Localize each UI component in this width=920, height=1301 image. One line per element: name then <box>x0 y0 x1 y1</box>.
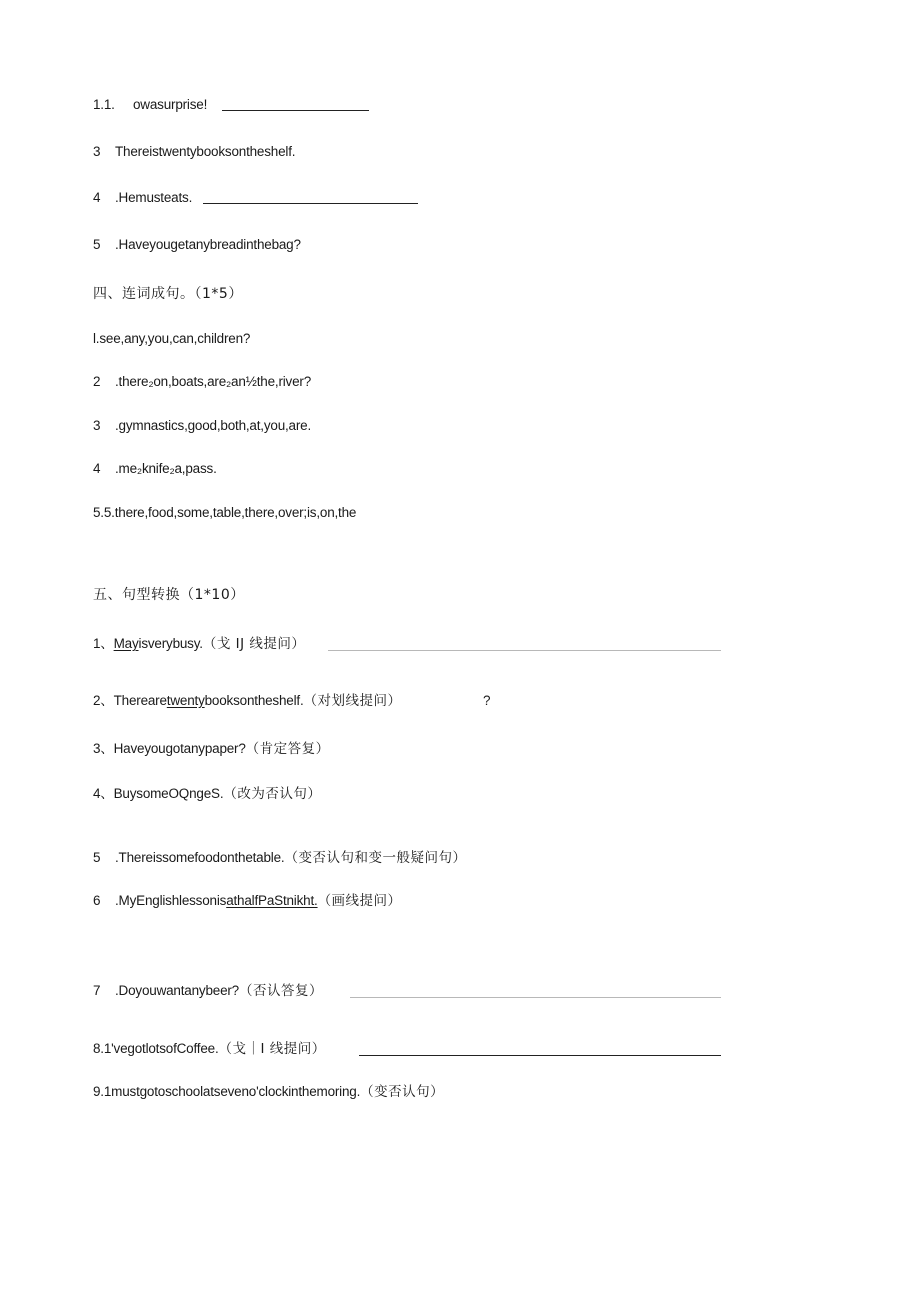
section-4-heading: 四、连词成句。（1*5） <box>93 286 243 302</box>
instruction-note: （改为否认句） <box>223 786 322 802</box>
item-prefix: 4、 <box>93 786 114 801</box>
item-text: isverybusy. <box>138 636 203 651</box>
instruction-note: （否认答复） <box>238 983 323 999</box>
instruction-note: （变否认句） <box>360 1084 445 1100</box>
item-3-5 <box>93 236 301 254</box>
item-number: 1.1. <box>93 97 115 112</box>
item-number: 3 <box>93 144 101 159</box>
item-text: .there₂on,boats,are₂an½the,river? <box>115 374 312 389</box>
item-text: Haveyougotanypaper? <box>113 741 246 756</box>
instruction-note: （对划线提问） <box>303 693 402 709</box>
item-4-2 <box>93 373 311 391</box>
item-text: owasurprise! <box>133 97 208 112</box>
item-text: 5.5.there,food,some,table,there,over;is,on,the <box>93 505 357 520</box>
item-4-5 <box>93 504 356 522</box>
section-5-heading: 五、句型转换（1*10） <box>93 587 245 603</box>
item-number: 4 <box>93 190 101 205</box>
instruction-note: （画线提问） <box>317 893 402 909</box>
answer-blank[interactable] <box>222 110 369 111</box>
item-number: 2 <box>93 374 101 389</box>
answer-blank[interactable] <box>203 203 418 204</box>
item-text: .Hemusteats. <box>115 190 193 205</box>
item-text: .Haveyougetanybreadinthebag? <box>115 237 301 252</box>
item-number: 5 <box>93 850 101 865</box>
item-text-pre: Thereare <box>113 693 167 708</box>
item-text: booksontheshelf. <box>204 693 304 708</box>
underlined-word: twenty <box>166 693 205 708</box>
item-4-1 <box>93 330 250 348</box>
item-5-5 <box>93 849 466 867</box>
item-3-3 <box>93 143 295 161</box>
item-prefix: 1、 <box>93 636 114 651</box>
item-text: 9.1mustgotoschoolatseveno'clockinthemoring. <box>93 1084 361 1099</box>
item-3-4 <box>93 189 192 207</box>
instruction-note: （戈 IJ 线提问） <box>202 636 306 652</box>
item-5-3 <box>93 740 330 758</box>
item-number: 3 <box>93 418 101 433</box>
instruction-note: （肯定答复） <box>245 741 330 757</box>
item-5-6 <box>93 892 402 910</box>
item-text-pre: .MyEnglishlessonis <box>115 893 227 908</box>
item-text: .Thereissomefoodonthetable. <box>115 850 285 865</box>
item-number: 4 <box>93 461 101 476</box>
item-5-8 <box>93 1040 326 1058</box>
underlined-phrase: athalfPaStnikht. <box>226 893 318 908</box>
item-number: 7 <box>93 983 101 998</box>
item-text: l.see,any,you,can,children? <box>93 331 251 346</box>
item-4-4 <box>93 460 217 478</box>
item-text: BuysomeOQngeS. <box>113 786 224 801</box>
item-5-1 <box>93 635 305 653</box>
item-text: Thereistwentybooksontheshelf. <box>115 144 296 159</box>
answer-blank[interactable] <box>350 997 721 998</box>
answer-blank[interactable] <box>359 1055 721 1056</box>
answer-blank[interactable] <box>328 650 721 651</box>
item-text: .me₂knife₂a,pass. <box>115 461 217 476</box>
item-text: .gymnastics,good,both,at,you,are. <box>115 418 312 433</box>
item-number: 6 <box>93 893 101 908</box>
item-5-7 <box>93 982 323 1000</box>
item-5-4 <box>93 785 321 803</box>
item-4-3 <box>93 417 311 435</box>
item-5-2 <box>93 692 402 710</box>
item-5-9 <box>93 1083 444 1101</box>
item-text: 8.1'vegotlotsofCoffee. <box>93 1041 219 1056</box>
question-mark: ? <box>483 693 491 708</box>
item-number: 5 <box>93 237 101 252</box>
item-3-1 <box>93 96 207 114</box>
instruction-note: （戈｜I 线提问） <box>218 1041 326 1057</box>
item-prefix: 2、 <box>93 693 114 708</box>
item-text: .Doyouwantanybeer? <box>115 983 239 998</box>
underlined-word: May <box>113 636 139 651</box>
instruction-note: （变否认句和变一般疑问句） <box>284 850 467 866</box>
item-prefix: 3、 <box>93 741 114 756</box>
